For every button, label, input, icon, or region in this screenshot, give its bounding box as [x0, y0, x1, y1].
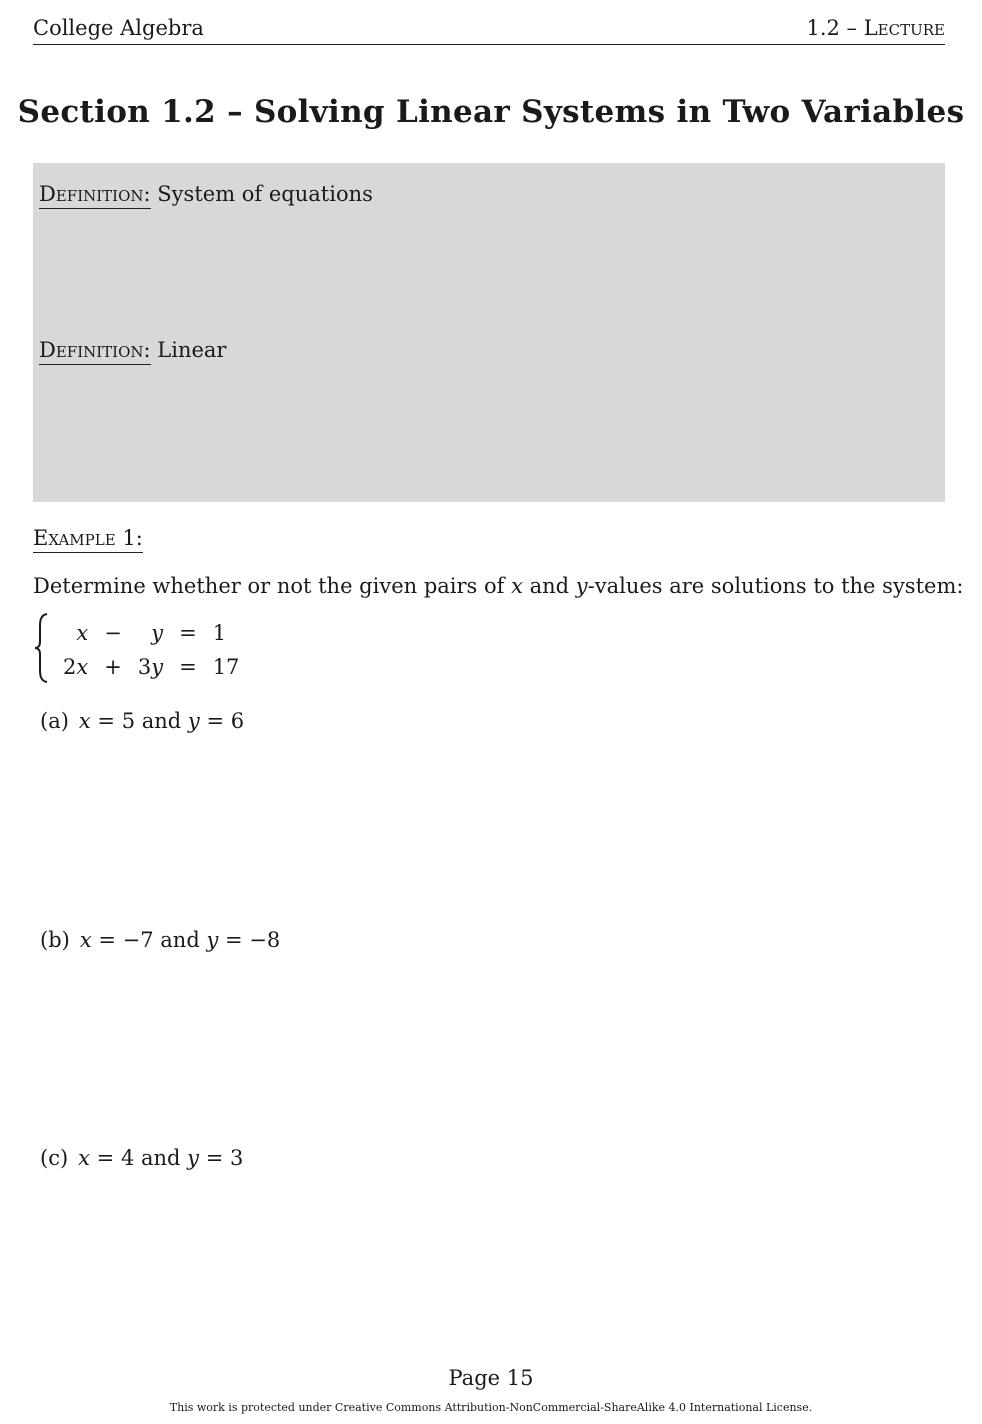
eq2-equals: = — [179, 655, 197, 679]
and-word: and — [134, 1146, 188, 1170]
equation-row — [57, 616, 245, 650]
and-word: and — [135, 709, 188, 733]
part-a — [40, 709, 244, 733]
section-tag-number: 1.2 – — [806, 16, 858, 40]
y-value: 6 — [230, 709, 245, 733]
part-label: (a) — [40, 709, 69, 733]
equals: = — [218, 928, 250, 952]
part-label: (b) — [40, 928, 70, 952]
eq1-term2: y — [151, 621, 164, 645]
equals: = — [199, 1146, 230, 1170]
equals: = — [90, 709, 122, 733]
definitions-box — [33, 163, 945, 502]
license-notice: This work is protected under Creative Commons Attribution-NonCommercial-ShareAlike 4.0 International License. — [169, 1401, 813, 1414]
prompt-var-y: y — [575, 574, 588, 598]
left-brace-icon — [33, 612, 53, 684]
x-value: 5 — [121, 709, 136, 733]
prompt-text-end: -values are solutions to the system: — [587, 574, 964, 598]
y-value: 3 — [230, 1146, 244, 1170]
definition-label: Definition: — [39, 338, 151, 365]
running-header — [33, 16, 945, 45]
var-y: y — [206, 928, 219, 952]
equals: = — [90, 1146, 121, 1170]
part-b — [40, 928, 280, 952]
definition-term: Linear — [157, 338, 227, 362]
eq2-op: + — [104, 655, 122, 679]
eq1-equals: = — [179, 621, 197, 645]
equals: = — [199, 709, 231, 733]
eq1-term1: x — [76, 621, 89, 645]
var-x: x — [78, 709, 91, 733]
example-label: Example 1: — [33, 526, 143, 553]
var-x: x — [78, 1146, 90, 1170]
var-y: y — [187, 1146, 200, 1170]
eq2-term2: 3y — [137, 655, 164, 679]
and-word: and — [153, 928, 207, 952]
eq1-rhs: 1 — [212, 621, 227, 645]
course-name: College Algebra — [33, 16, 204, 40]
var-x: x — [79, 928, 92, 952]
x-value: 4 — [120, 1146, 135, 1170]
equation-table — [57, 616, 245, 684]
y-value: −8 — [249, 928, 281, 952]
section-tag — [806, 16, 945, 40]
eq2-rhs: 17 — [212, 655, 240, 679]
prompt-text: Determine whether or not the given pairs of — [33, 574, 512, 598]
page-title: Section 1.2 – Solving Linear Systems in Two Variables — [17, 94, 965, 130]
equation-row — [57, 650, 245, 684]
prompt-text-mid: and — [522, 574, 576, 598]
var-y: y — [187, 709, 200, 733]
definition-label: Definition: — [39, 182, 151, 209]
part-c — [40, 1146, 243, 1170]
definition-term: System of equations — [157, 182, 373, 206]
prompt-var-x: x — [511, 574, 523, 598]
eq2-term1: 2x — [63, 655, 89, 679]
equals: = — [91, 928, 123, 952]
x-value: −7 — [122, 928, 154, 952]
part-label: (c) — [40, 1146, 69, 1170]
eq1-op: − — [104, 621, 122, 645]
definition-linear — [39, 338, 226, 362]
example-prompt — [33, 574, 963, 598]
definition-system-of-equations — [39, 182, 373, 206]
page-number: Page 15 — [448, 1366, 534, 1390]
section-tag-kind: Lecture — [863, 16, 945, 40]
